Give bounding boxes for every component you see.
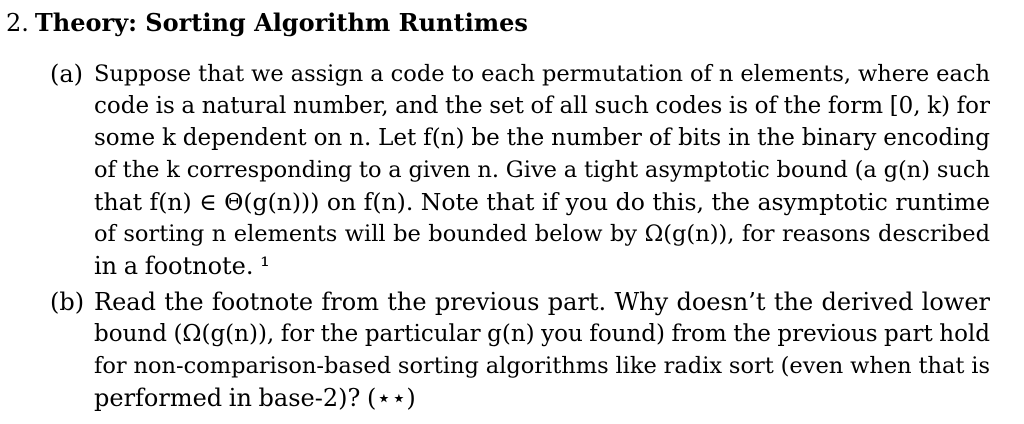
part-a-line-3: some k dependent on n. Let f(n) be the number of bits in the binary encoding xyxy=(94,125,990,151)
part-a-label: (a) xyxy=(50,60,84,88)
part-a-line-7: in a footnote. ¹ xyxy=(94,252,270,280)
part-b-line-1: Read the footnote from the previous part. Why doesn’t the derived lower xyxy=(94,288,990,316)
part-a-line-6: of sorting n elements will be bounded below by Ω(g(n)), for reasons described xyxy=(94,221,990,247)
question-number: 2. xyxy=(6,9,29,37)
part-b-line-3: for non-comparison-based sorting algorithms like radix sort (even when that is xyxy=(94,353,990,379)
part-b-line-2: bound (Ω(g(n)), for the particular g(n) you found) from the previous part hold xyxy=(94,321,990,347)
part-b-line-4: performed in base-2)? (⋆⋆) xyxy=(94,384,416,412)
part-a-line-2: code is a natural number, and the set of all such codes is of the form [0, k) for xyxy=(94,93,990,119)
part-b-label: (b) xyxy=(50,288,85,316)
part-a-line-4: of the k corresponding to a given n. Give a tight asymptotic bound (a g(n) such xyxy=(94,157,990,183)
part-a-line-1: Suppose that we assign a code to each permutation of n elements, where each xyxy=(94,61,990,87)
question-heading xyxy=(6,8,528,38)
part-a-line-5: that f(n) ∈ Θ(g(n))) on f(n). Note that if you do this, the asymptotic runtime xyxy=(94,188,990,216)
question-title: Theory: Sorting Algorithm Runtimes xyxy=(34,8,528,37)
part-a-text xyxy=(94,58,990,282)
part-b-text xyxy=(94,286,990,414)
